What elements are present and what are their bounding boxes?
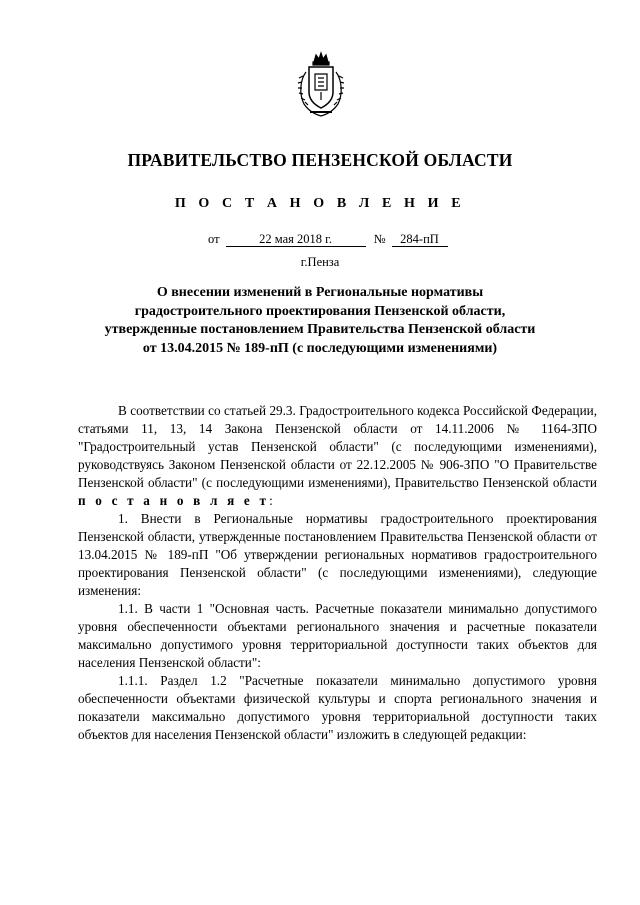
clause-1-1: 1.1. В части 1 "Основная часть. Расчетные показатели минимально допустимого уровня обеспеченности объектами регионального значения и расчетные показатели максимально допустимого уровня территориальной доступности таких объектов для населения Пензенской области": <box>78 601 597 670</box>
document-type-heading: П О С Т А Н О В Л Е Н И Е <box>174 196 466 211</box>
date-number-row <box>208 232 448 247</box>
subject-line: от 13.04.2015 № 189-пП (с последующими изменениями) <box>142 340 498 356</box>
date-value: 22 мая 2018 г. <box>226 232 366 247</box>
subject-line: утвержденные постановлением Правительства Пензенской области <box>104 322 536 337</box>
document-number: 284-пП <box>392 232 448 247</box>
document-subject <box>90 284 550 358</box>
government-title: ПРАВИТЕЛЬСТВО ПЕНЗЕНСКОЙ ОБЛАСТИ <box>127 150 513 170</box>
city-label: г.Пенза <box>300 255 340 269</box>
number-label: № <box>373 232 386 246</box>
document-body <box>78 402 597 744</box>
clause-1-1-1: 1.1.1. Раздел 1.2 "Расчетные показатели минимально допустимого уровня обеспеченности объектами физической культуры и спорта регионального значения и показатели максимально допустимого уровня территориальной доступности таких объектов для населения Пензенской области" изложить в следующей редакции: <box>78 673 597 742</box>
penza-region-coat-of-arms-icon <box>296 50 346 120</box>
date-label: от <box>208 232 220 246</box>
preamble-paragraph <box>78 402 597 510</box>
subject-line: О внесении изменений в Региональные нормативы <box>156 285 484 300</box>
clause-1: 1. Внести в Региональные нормативы градостроительного проектирования Пензенской области, утвержденные постановлением Правительства Пензенской области от 13.04.2015 № 189-пП "Об утверждении региональных нормативов градостроительного проектирования Пензенской области" (с последующими изменениями), следующие изменения: <box>78 511 597 598</box>
decree-verb: п о с т а н о в л я е т <box>78 493 270 508</box>
subject-line: градостроительного проектирования Пензенской области, <box>134 303 506 319</box>
preamble-tail: : <box>269 493 273 508</box>
preamble-text: В соответствии со статьей 29.3. Градостроительного кодекса Российской Федерации, статьями 11, 13, 14 Закона Пензенской области от 14.11.2006 № 1164-ЗПО "Градостроительный устав Пензенской области" (с последующими изменениями), руководствуясь Законом Пензенской области от 22.12.2005 № 906-ЗПО "О Правительстве Пензенской области" (с последующими изменениями), Правительство Пензенской области <box>78 403 597 490</box>
